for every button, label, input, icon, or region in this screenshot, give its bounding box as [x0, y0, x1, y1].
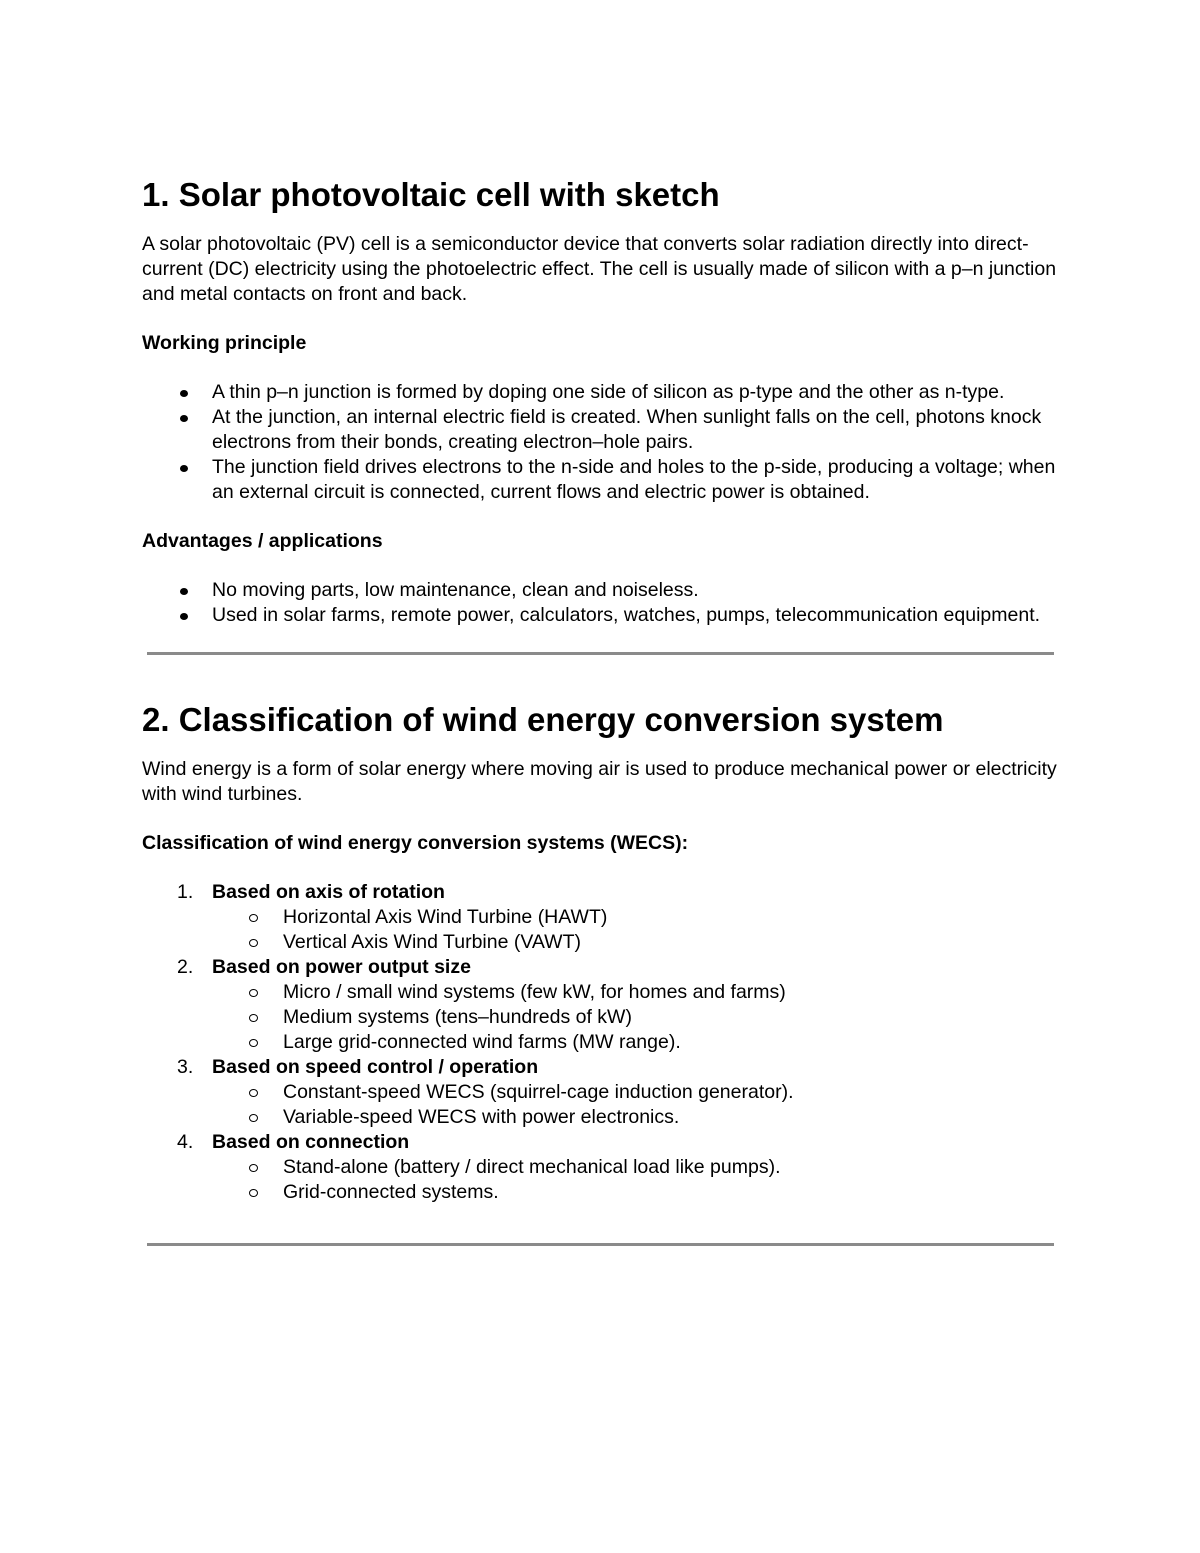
sub-list: [142, 980, 1072, 1055]
list-item: Used in solar farms, remote power, calculators, watches, pumps, telecommunication equipment.: [142, 603, 1072, 628]
section-divider: [147, 652, 1054, 655]
section-heading-solar: 1. Solar photovoltaic cell with sketch: [142, 176, 720, 213]
section-wind-classification: [142, 697, 1072, 1205]
sub-list: [142, 1155, 1072, 1205]
classification-item: [142, 1130, 1072, 1205]
item-number: 3.: [177, 1056, 194, 1078]
sub-list-item: Horizontal Axis Wind Turbine (HAWT): [142, 905, 1072, 930]
sub-list-item: Stand-alone (battery / direct mechanical load like pumps).: [142, 1155, 1072, 1180]
sub-list-item: Constant-speed WECS (squirrel-cage induction generator).: [142, 1080, 1072, 1105]
document-content: [142, 172, 1072, 1288]
sub-list-item: Large grid-connected wind farms (MW range).: [142, 1030, 1072, 1055]
item-number: 1.: [177, 881, 194, 903]
classification-item: [142, 955, 1072, 1055]
working-principle-heading: Working principle: [142, 332, 307, 354]
list-item: A thin p–n junction is formed by doping one side of silicon as p-type and the other as n-type.: [142, 380, 1072, 405]
classification-list: [142, 880, 1072, 1205]
sub-list-item: Grid-connected systems.: [142, 1180, 1072, 1205]
classification-title: Based on connection: [212, 1131, 410, 1153]
classification-title: Based on axis of rotation: [212, 881, 445, 903]
sub-list-item: Medium systems (tens–hundreds of kW): [142, 1005, 1072, 1030]
list-item: At the junction, an internal electric field is created. When sunlight falls on the cell, photons knock electrons from their bonds, creating electron–hole pairs.: [142, 405, 1072, 455]
advantages-list: [142, 578, 1072, 628]
sub-list-item: Vertical Axis Wind Turbine (VAWT): [142, 930, 1072, 955]
classification-heading: Classification of wind energy conversion systems (WECS):: [142, 832, 689, 854]
sub-list: [142, 905, 1072, 955]
item-number: 4.: [177, 1131, 194, 1153]
sub-list-item: Micro / small wind systems (few kW, for homes and farms): [142, 980, 1072, 1005]
working-principle-list: [142, 380, 1072, 505]
advantages-heading: Advantages / applications: [142, 530, 383, 552]
section-heading-wind: 2. Classification of wind energy conversion system: [142, 701, 944, 738]
item-number: 2.: [177, 956, 194, 978]
classification-title: Based on power output size: [212, 956, 471, 978]
sub-list: [142, 1080, 1072, 1130]
sub-list-item: Variable-speed WECS with power electronics.: [142, 1105, 1072, 1130]
section-solar-pv: [142, 172, 1072, 628]
list-item: The junction field drives electrons to the n-side and holes to the p-side, producing a voltage; when an external circuit is connected, current flows and electric power is obtained.: [142, 455, 1072, 505]
classification-item: [142, 880, 1072, 955]
wind-intro-paragraph: Wind energy is a form of solar energy where moving air is used to produce mechanical power or electricity with wind turbines.: [142, 758, 1057, 805]
classification-title: Based on speed control / operation: [212, 1056, 539, 1078]
list-item: No moving parts, low maintenance, clean and noiseless.: [142, 578, 1072, 603]
classification-item: [142, 1055, 1072, 1130]
section-divider: [147, 1243, 1054, 1246]
solar-intro-paragraph: A solar photovoltaic (PV) cell is a semiconductor device that converts solar radiation directly into direct-current (DC) electricity using the photoelectric effect. The cell is usually made of silicon with a p–n junction and metal contacts on front and back.: [142, 233, 1057, 305]
